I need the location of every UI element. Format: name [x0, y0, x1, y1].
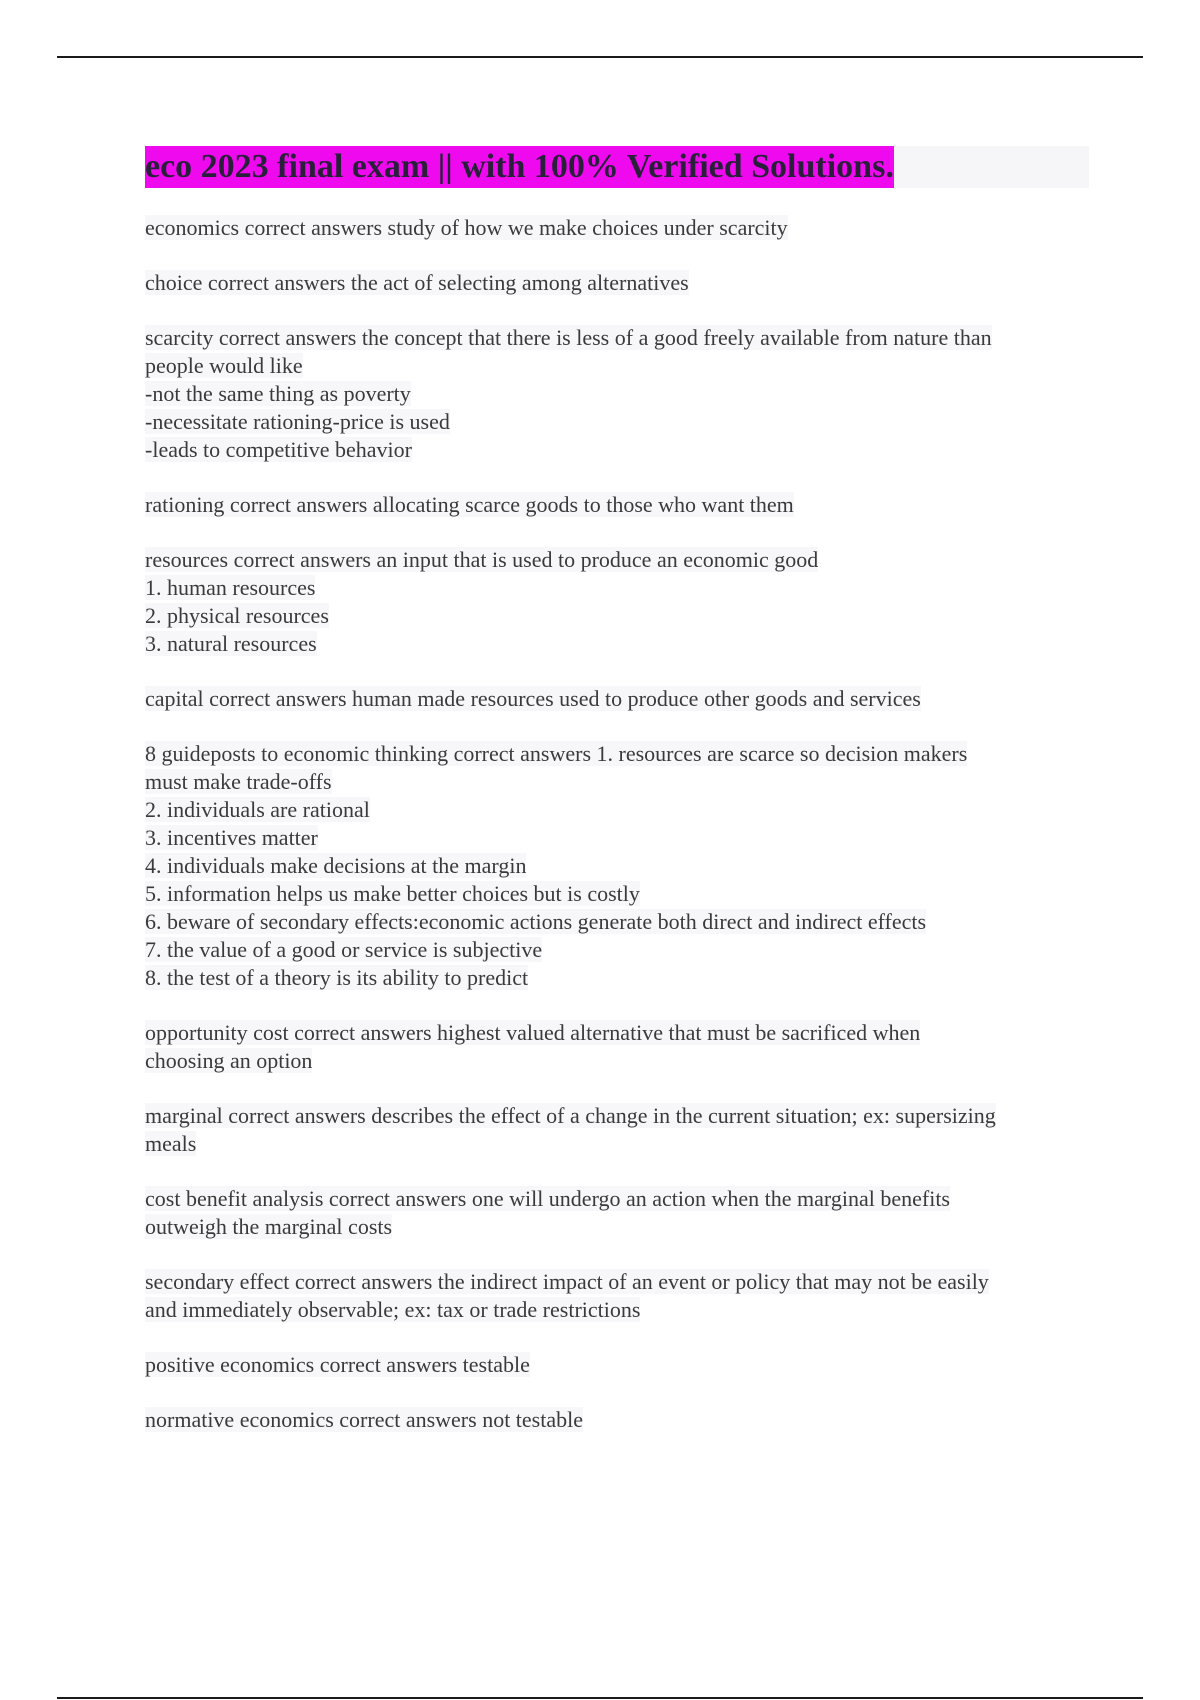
entry-line-text: outweigh the marginal costs [145, 1214, 393, 1239]
entry-line-text: 5. information helps us make better choices but is costly [145, 881, 640, 906]
document-title: eco 2023 final exam || with 100% Verified Solutions. [145, 146, 894, 188]
entry-line [145, 768, 1090, 796]
entry-line [145, 574, 1090, 602]
entry-line-text: -leads to competitive behavior [145, 437, 412, 462]
entry-line [145, 630, 1090, 658]
entry-line-text: scarcity correct answers the concept that there is less of a good freely available from nature than [145, 325, 992, 350]
qa-entry [145, 1019, 1090, 1075]
entry-line [145, 546, 1090, 574]
qa-entry [145, 1102, 1090, 1158]
bottom-rule [57, 1697, 1143, 1699]
entry-line [145, 214, 1090, 242]
entry-line-text: secondary effect correct answers the indirect impact of an event or policy that may not be easily [145, 1269, 989, 1294]
entry-line [145, 1296, 1090, 1324]
entry-line [145, 908, 1090, 936]
entry-line [145, 964, 1090, 992]
entry-line [145, 491, 1090, 519]
entry-line-text: positive economics correct answers testable [145, 1352, 530, 1377]
entry-line [145, 796, 1090, 824]
entry-line-text: meals [145, 1131, 197, 1156]
entry-line [145, 408, 1090, 436]
entry-line-text: choice correct answers the act of selecting among alternatives [145, 270, 689, 295]
qa-entry [145, 324, 1090, 464]
entry-line-text: and immediately observable; ex: tax or trade restrictions [145, 1297, 641, 1322]
top-rule [57, 56, 1143, 58]
entry-line-text: 8. the test of a theory is its ability to predict [145, 965, 529, 990]
entry-line-text: economics correct answers study of how we make choices under scarcity [145, 215, 788, 240]
qa-entry [145, 740, 1090, 992]
entry-line [145, 1351, 1090, 1379]
entry-line [145, 602, 1090, 630]
qa-entry [145, 491, 1090, 519]
qa-entry [145, 214, 1090, 242]
entry-line-text: people would like [145, 353, 303, 378]
entry-line [145, 740, 1090, 768]
document-body [145, 214, 1090, 1461]
qa-entry [145, 269, 1090, 297]
entry-line-text: 1. human resources [145, 575, 316, 600]
qa-entry [145, 1185, 1090, 1241]
qa-entry [145, 1406, 1090, 1434]
entry-line [145, 324, 1090, 352]
entry-line-text: -not the same thing as poverty [145, 381, 411, 406]
entry-line [145, 1130, 1090, 1158]
entry-line [145, 1213, 1090, 1241]
qa-entry [145, 1268, 1090, 1324]
entry-line-text: resources correct answers an input that is used to produce an economic good [145, 547, 819, 572]
entry-line [145, 852, 1090, 880]
entry-line-text: 6. beware of secondary effects:economic actions generate both direct and indirect effects [145, 909, 927, 934]
entry-line [145, 1185, 1090, 1213]
entry-line [145, 1047, 1090, 1075]
entry-line [145, 1268, 1090, 1296]
entry-line-text: 7. the value of a good or service is subjective [145, 937, 543, 962]
entry-line-text: opportunity cost correct answers highest valued alternative that must be sacrificed when [145, 1020, 921, 1045]
entry-line-text: -necessitate rationing-price is used [145, 409, 450, 434]
entry-line-text: 4. individuals make decisions at the margin [145, 853, 527, 878]
entry-line [145, 352, 1090, 380]
entry-line-text: 3. natural resources [145, 631, 317, 656]
qa-entry [145, 685, 1090, 713]
entry-line-text: 3. incentives matter [145, 825, 318, 850]
entry-line [145, 1406, 1090, 1434]
entry-line [145, 269, 1090, 297]
entry-line-text: marginal correct answers describes the effect of a change in the current situation; ex: supersizing [145, 1103, 996, 1128]
entry-line [145, 880, 1090, 908]
entry-line-text: 8 guideposts to economic thinking correct answers 1. resources are scarce so decision makers [145, 741, 968, 766]
entry-line-text: normative economics correct answers not testable [145, 1407, 584, 1432]
entry-line-text: must make trade-offs [145, 769, 332, 794]
entry-line [145, 380, 1090, 408]
entry-line-text: 2. physical resources [145, 603, 329, 628]
entry-line [145, 685, 1090, 713]
entry-line [145, 1019, 1090, 1047]
entry-line [145, 1102, 1090, 1130]
entry-line-text: 2. individuals are rational [145, 797, 370, 822]
entry-line [145, 936, 1090, 964]
entry-line [145, 436, 1090, 464]
entry-line [145, 824, 1090, 852]
qa-entry [145, 1351, 1090, 1379]
qa-entry [145, 546, 1090, 658]
entry-line-text: rationing correct answers allocating scarce goods to those who want them [145, 492, 794, 517]
entry-line-text: choosing an option [145, 1048, 313, 1073]
entry-line-text: cost benefit analysis correct answers one will undergo an action when the marginal benefits [145, 1186, 950, 1211]
entry-line-text: capital correct answers human made resources used to produce other goods and services [145, 686, 921, 711]
